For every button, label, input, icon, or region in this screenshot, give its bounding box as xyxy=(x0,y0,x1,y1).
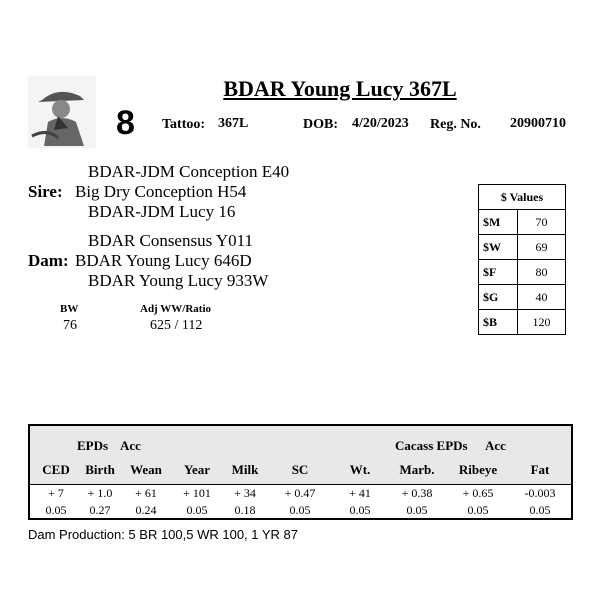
carcass-group-label: Cacass EPDs xyxy=(395,438,468,453)
tattoo-value: 367L xyxy=(218,116,249,131)
epd-col-header: Wean xyxy=(130,462,162,477)
epd-group-label: EPDs xyxy=(77,438,109,453)
epd-accuracy: 0.18 xyxy=(234,503,256,517)
dollar-value: 40 xyxy=(518,285,566,310)
table-row xyxy=(479,310,566,335)
bw-value: 76 xyxy=(63,318,77,333)
table-row xyxy=(479,210,566,235)
ww-value: 625 / 112 xyxy=(150,318,203,333)
epd-value: -0.003 xyxy=(524,486,556,500)
dollar-value: 70 xyxy=(518,210,566,235)
epd-value: + 41 xyxy=(349,486,371,500)
epd-value: + 34 xyxy=(234,486,256,500)
epd-value: + 101 xyxy=(183,486,211,500)
epd-col-header: Birth xyxy=(85,462,115,477)
dam-name: BDAR Young Lucy 646D xyxy=(75,251,252,270)
dollar-key: $G xyxy=(479,285,518,310)
epd-table xyxy=(28,424,573,520)
epd-accuracy: 0.24 xyxy=(135,503,157,517)
reg-value: 20900710 xyxy=(510,116,566,131)
dam-label: Dam: xyxy=(28,251,69,270)
reg-label: Reg. No. xyxy=(430,117,481,132)
carcass-group-acc-label: Acc xyxy=(485,438,506,453)
dam-dam: BDAR Young Lucy 933W xyxy=(88,271,269,290)
bw-label: BW xyxy=(60,303,79,315)
epd-value: + 7 xyxy=(48,486,64,500)
dollar-values-table xyxy=(478,184,566,335)
dollar-key: $M xyxy=(479,210,518,235)
dob-value: 4/20/2023 xyxy=(352,116,409,131)
epd-value: + 0.47 xyxy=(284,486,316,500)
sire-dam: BDAR-JDM Lucy 16 xyxy=(88,202,236,221)
epd-col-header: CED xyxy=(42,462,70,477)
epd-col-header: Milk xyxy=(231,462,259,477)
dollar-values-title: $ Values xyxy=(479,185,566,210)
epd-col-header: SC xyxy=(291,462,309,477)
dam-sire: BDAR Consensus Y011 xyxy=(88,231,253,250)
epd-col-header: Marb. xyxy=(399,462,435,477)
epd-accuracy: 0.27 xyxy=(89,503,111,517)
epd-value: + 1.0 xyxy=(87,486,113,500)
epd-accuracy: 0.05 xyxy=(349,503,371,517)
table-row xyxy=(479,260,566,285)
epd-accuracy: 0.05 xyxy=(186,503,208,517)
sire-label: Sire: xyxy=(28,182,63,201)
table-row xyxy=(479,285,566,310)
epd-col-header: Year xyxy=(184,462,210,477)
epd-value: + 0.65 xyxy=(462,486,494,500)
epd-col-header: Wt. xyxy=(349,462,371,477)
epd-group-acc-label: Acc xyxy=(120,438,141,453)
epd-col-header: Ribeye xyxy=(458,462,498,477)
dollar-key: $B xyxy=(479,310,518,335)
epd-accuracy: 0.05 xyxy=(529,503,551,517)
dam-production: Dam Production: 5 BR 100,5 WR 100, 1 YR 87 xyxy=(28,527,299,542)
epd-col-header: Fat xyxy=(530,462,550,477)
lot-number: 8 xyxy=(116,104,135,142)
sire-sire: BDAR-JDM Conception E40 xyxy=(88,162,290,181)
animal-name: BDAR Young Lucy 367L xyxy=(223,76,457,101)
epd-accuracy: 0.05 xyxy=(289,503,311,517)
dollar-value: 69 xyxy=(518,235,566,260)
ww-label: Adj WW/Ratio xyxy=(140,303,211,315)
dollar-value: 80 xyxy=(518,260,566,285)
epd-accuracy: 0.05 xyxy=(467,503,489,517)
dollar-value: 120 xyxy=(518,310,566,335)
epd-accuracy: 0.05 xyxy=(406,503,428,517)
epd-value: + 61 xyxy=(135,486,157,500)
tattoo-label: Tattoo: xyxy=(162,117,206,132)
epd-accuracy: 0.05 xyxy=(45,503,67,517)
dollar-key: $F xyxy=(479,260,518,285)
table-row xyxy=(479,235,566,260)
sire-name: Big Dry Conception H54 xyxy=(75,182,247,201)
epd-value: + 0.38 xyxy=(401,486,433,500)
dollar-key: $W xyxy=(479,235,518,260)
dob-label: DOB: xyxy=(303,117,338,132)
